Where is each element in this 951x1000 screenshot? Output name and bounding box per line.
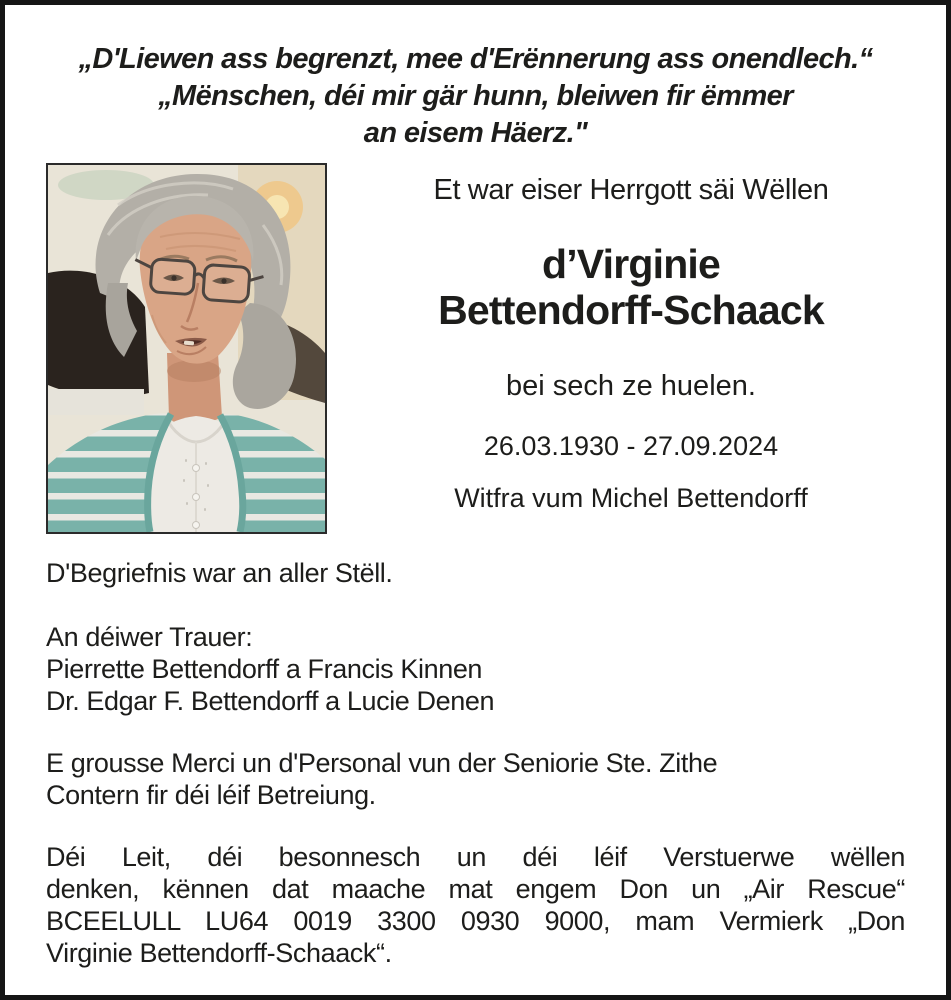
mourner-line-1: Pierrette Bettendorff a Francis Kinnen bbox=[46, 654, 483, 684]
mourning-heading: An déiwer Trauer: bbox=[46, 622, 253, 652]
thanks-paragraph bbox=[46, 747, 905, 811]
donation-line-4: Virginie Bettendorff-Schaack“. bbox=[46, 938, 392, 968]
mourning-list bbox=[46, 621, 905, 717]
deceased-name-line-1: d’Virginie bbox=[541, 241, 721, 287]
announcement-column bbox=[335, 163, 927, 513]
announcement-intro: Et war eiser Herrgott säi Wëllen bbox=[433, 174, 829, 206]
funeral-note: D'Begriefnis war an aller Stëll. bbox=[46, 558, 393, 588]
portrait-photo bbox=[46, 163, 327, 534]
epigraph-line-2: „Mënschen, déi mir gär hunn, bleiwen fir ëmmer bbox=[158, 80, 793, 112]
epigraph-quote bbox=[33, 41, 918, 152]
donation-line-3: BCEELULL LU64 0019 3300 0930 9000, mam Vermierk „Don bbox=[46, 906, 905, 936]
portrait-illustration bbox=[48, 165, 325, 532]
relation-line: Witfra vum Michel Bettendorff bbox=[454, 483, 808, 513]
thanks-line-2: Contern fir déi léif Betreiung. bbox=[46, 780, 376, 810]
epigraph-line-3: an eisem Häerz." bbox=[363, 117, 588, 149]
announcement-closing: bei sech ze huelen. bbox=[506, 370, 756, 402]
donation-paragraph bbox=[46, 841, 905, 969]
mourner-line-2: Dr. Edgar F. Bettendorff a Lucie Denen bbox=[46, 686, 495, 716]
deceased-name bbox=[335, 241, 927, 333]
epigraph-line-1: „D'Liewen ass begrenzt, mee d'Erënnerung ass onendlech.“ bbox=[78, 43, 873, 75]
donation-line-1: Déi Leit, déi besonnesch un déi léif Verstuerwe wëllen bbox=[46, 842, 905, 872]
deceased-name-line-2: Bettendorff-Schaack bbox=[438, 287, 824, 333]
thanks-line-1: E grousse Merci un d'Personal vun der Seniorie Ste. Zithe bbox=[46, 748, 718, 778]
donation-line-2: denken, kënnen dat maache mat engem Don un „Air Rescue“ bbox=[46, 874, 905, 904]
life-dates: 26.03.1930 - 27.09.2024 bbox=[483, 431, 779, 461]
